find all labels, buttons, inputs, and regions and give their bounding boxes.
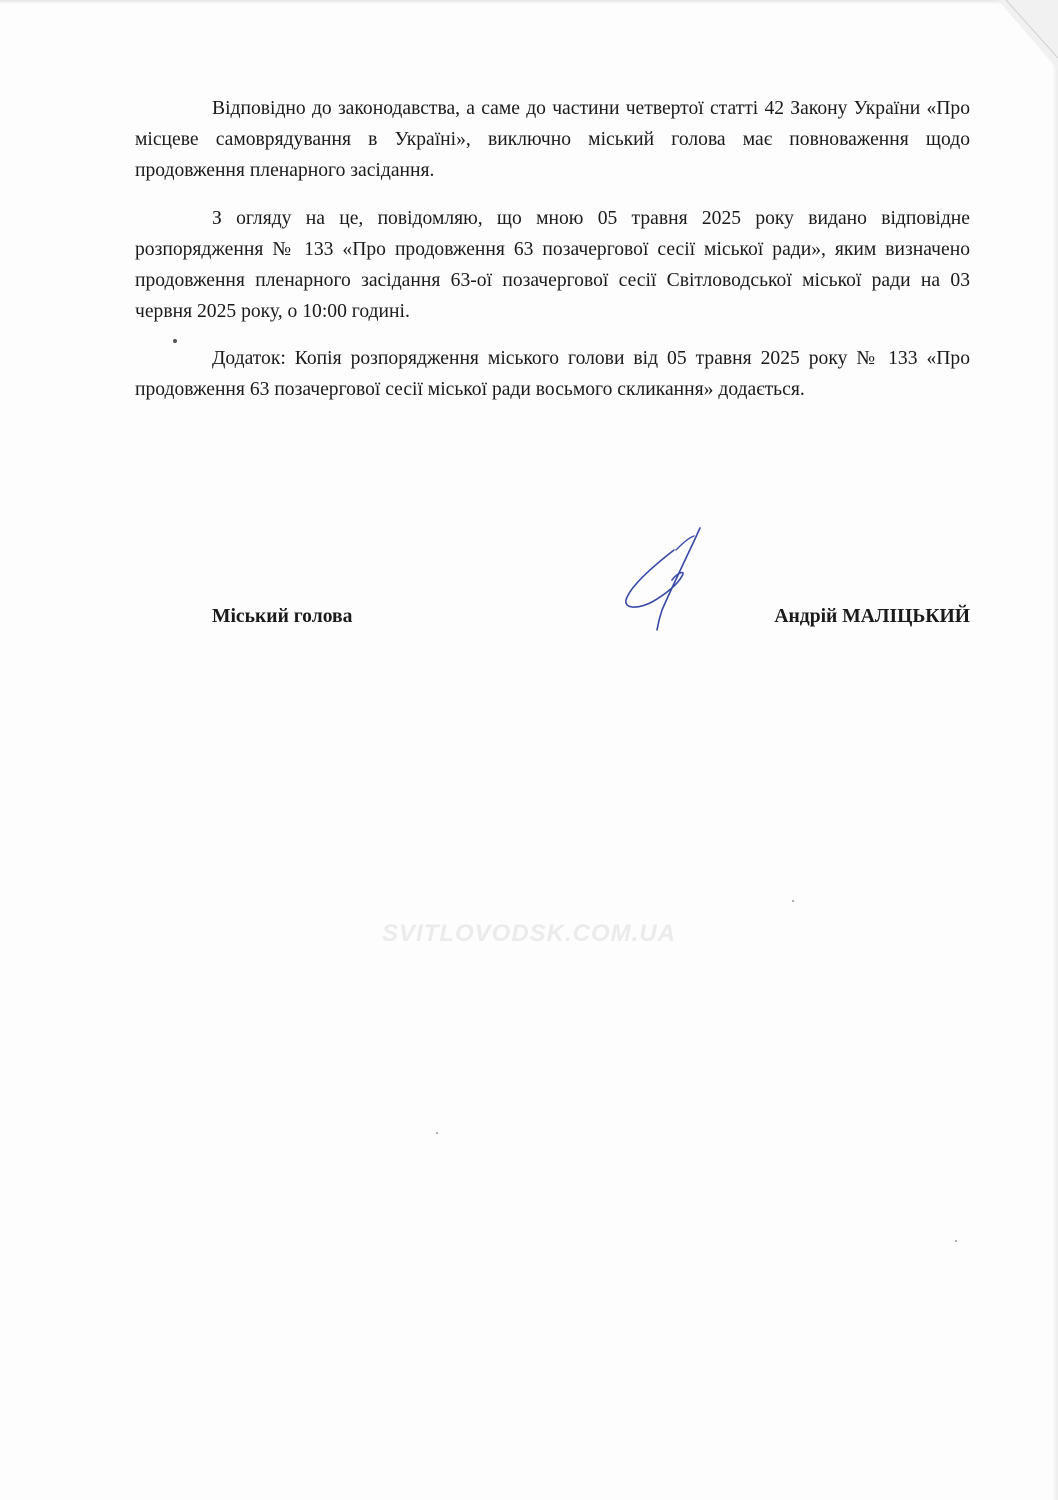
paragraph-order-notice: З огляду на це, повідомляю, що мною 05 травня 2025 року видано відповідне розпорядження № 133 «Про продовження 63 позачергової сесії міської ради», яким визначено продовження пленарного засідання 63-ої позачергової сесії Світловодської міської ради на 03 червня 2025 року, о 10:00 годині. <box>135 208 970 322</box>
paragraph-attachment: Додаток: Копія розпорядження міського голови від 05 травня 2025 року № 133 «Про продовження 63 позачергової сесії міської ради восьмого скликання» додається. <box>135 348 970 400</box>
signatory-title: Міський голова <box>212 606 353 627</box>
site-watermark: SVITLOVODSK.COM.UA <box>381 920 676 947</box>
paper-top-edge <box>0 0 1058 4</box>
paragraph-legal-basis: Відповідно до законодавства, а саме до частини четвертої статті 42 Закону України «Про місцеве самоврядування в Україні», виключно міський голова має повноваження щодо продовження пленарного засідання. <box>135 98 970 181</box>
ink-speck <box>955 1240 957 1242</box>
ink-speck <box>436 1132 438 1134</box>
signatory-name: Андрій МАЛІЦЬКИЙ <box>774 606 970 627</box>
paper-right-edge <box>1052 0 1058 1500</box>
paper-corner-fold <box>998 0 1058 70</box>
ink-speck <box>792 900 794 902</box>
handwritten-signature <box>616 524 716 634</box>
ink-speck <box>173 339 177 343</box>
